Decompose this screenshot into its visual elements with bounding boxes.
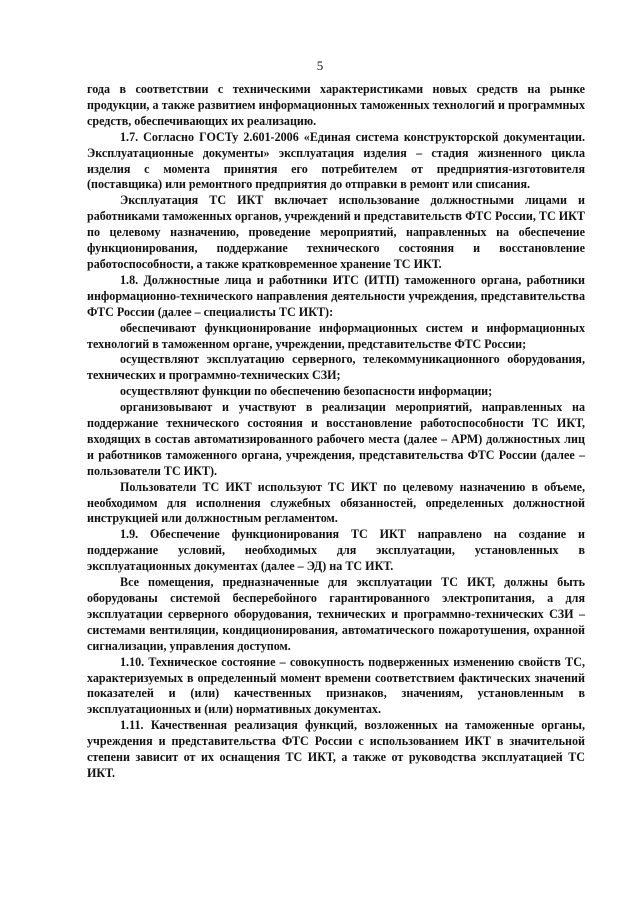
- list-item-security: осуществляют функции по обеспечению безопасности информации;: [120, 384, 493, 399]
- paragraph-1-11: 1.11. Качественная реализация функций, возложенных на таможенные органы, учреждения и представительства ФТС России с использованием ИКТ в значительной степени зависит от их оснащения ТС ИКТ, а также от руководства эксплуатацией ТС ИКТ.: [87, 718, 585, 780]
- paragraph-1-10: 1.10. Техническое состояние – совокупность подверженных изменению свойств ТС, характеризуемых в определенный момент времени соответствием фактических значений показателей и (или) качественных признаков, значениям, установленным в эксплуатационных и (или) нормативных документах.: [87, 654, 585, 717]
- paragraph-1-9: 1.9. Обеспечение функционирования ТС ИКТ направлено на создание и поддержание условий, необходимых для эксплуатации, установленных в эксплуатационных документах (далее – ЭД) на ТС ИКТ.: [87, 527, 585, 574]
- paragraph-continuation: года в соответствии с техническими характеристиками новых средств на рынке продукции, а также развитием информационных таможенных технологий и программных средств, обеспечивающих их реализацию.: [87, 82, 585, 128]
- list-item-provide-functioning: обеспечивают функционирование информационных систем и информационных технологий в таможенном органе, учреждении, представительстве ФТС России;: [87, 320, 585, 351]
- paragraph-premises: Все помещения, предназначенные для эксплуатации ТС ИКТ, должны быть оборудованы системой бесперебойного гарантированного электропитания, а для эксплуатации серверного оборудования, технических и программно-технических СЗИ – системами вентиляции, кондиционирования, автоматического пожаротушения, охранной сигнализации, управления доступом.: [87, 575, 585, 653]
- page-number: 5: [316, 58, 324, 73]
- paragraph-users: Пользователи ТС ИКТ используют ТС ИКТ по целевому назначению в объеме, необходимом для исполнения служебных обязанностей, определенных должностной инструкцией или должностным регламентом.: [87, 479, 585, 526]
- document-body: [87, 82, 585, 782]
- paragraph-exploitation: Эксплуатация ТС ИКТ включает использование должностными лицами и работниками таможенных органов, учреждений и представительств ФТС России, ТС ИКТ по целевому назначению, проведение мероприятий, направленных на обеспечение функционирования, поддержание технического состояния и восстановление работоспособности, а также кратковременное хранение ТС ИКТ.: [87, 193, 585, 271]
- list-item-organize: организовывают и участвуют в реализации мероприятий, направленных на поддержание технического состояния и восстановление работоспособности ТС ИКТ, входящих в состав автоматизированного рабочего места (далее – АРМ) должностных лиц и работников таможенного органа, учреждения, представительства ФТС России (далее – пользователи ТС ИКТ).: [87, 400, 585, 478]
- paragraph-1-8: 1.8. Должностные лица и работники ИТС (ИТП) таможенного органа, работники информационно-технического направления деятельности учреждения, представительства ФТС России (далее – специалисты ТС ИКТ):: [87, 272, 585, 319]
- list-item-operate-servers: осуществляют эксплуатацию серверного, телекоммуникационного оборудования, технических и программно-технических СЗИ;: [87, 352, 585, 383]
- paragraph-1-7: 1.7. Согласно ГОСТу 2.601-2006 «Единая система конструкторской документации. Эксплуатационные документы» эксплуатация изделия – стадия жизненного цикла изделия с момента принятия его потребителем от предприятия-изготовителя (поставщика) или ремонтного предприятия до отправки в ремонт или списания.: [87, 129, 585, 192]
